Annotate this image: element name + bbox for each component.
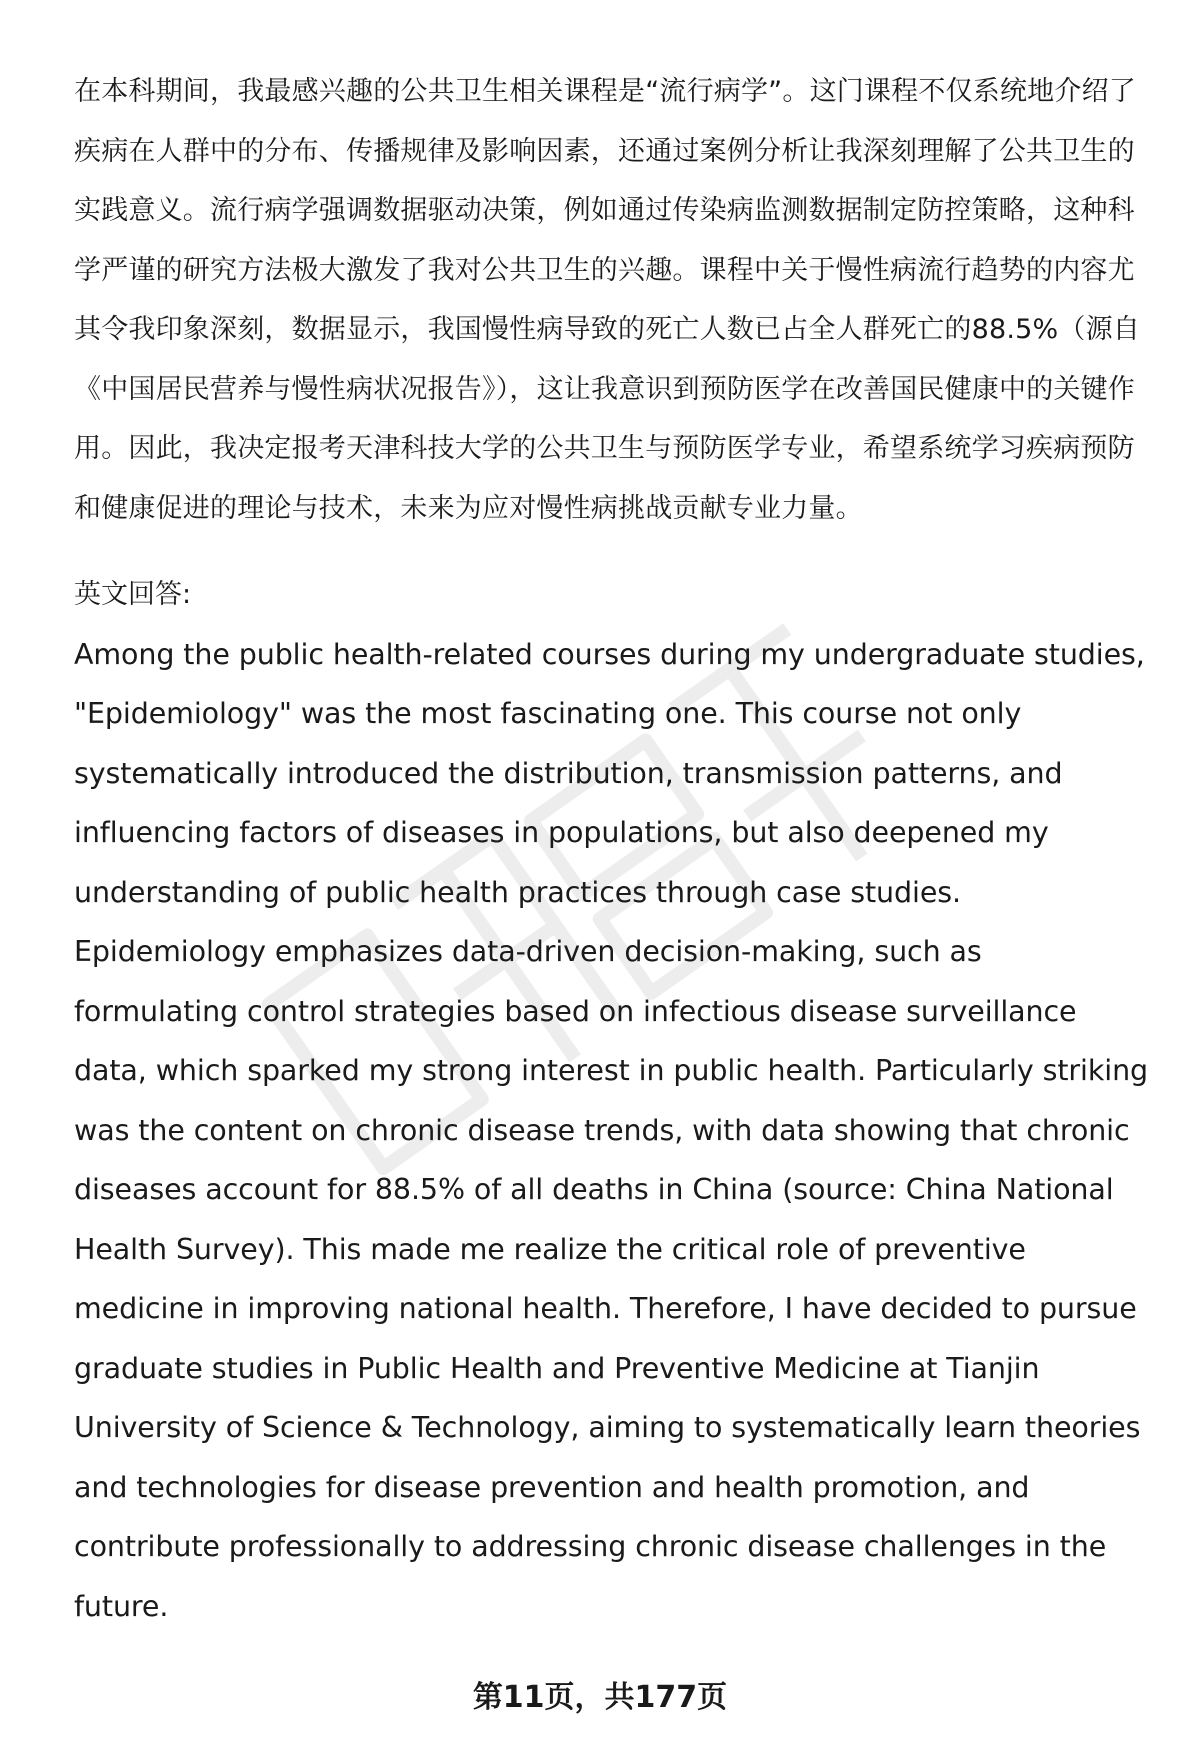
- document-body: [74, 62, 1154, 1636]
- page-number-footer: 第11页，共177页: [472, 1680, 728, 1715]
- chinese-answer-paragraph: 在本科期间，我最感兴趣的公共卫生相关课程是“流行病学”。这门课程不仅系统地介绍了疾病在人群中的分布、传播规律及影响因素，还通过案例分析让我深刻理解了公共卫生的实践意义。流行病学强调数据驱动决策，例如通过传染病监测数据制定防控策略，这种科学严谨的研究方法极大激发了我对公共卫生的兴趣。课程中关于慢性病流行趋势的内容尤其令我印象深刻，数据显示，我国慢性病导致的死亡人数已占全人群死亡的88.5%（源自《中国居民营养与慢性病状况报告》），这让我意识到预防医学在改善国民健康中的关键作用。因此，我决定报考天津科技大学的公共卫生与预防医学专业，希望系统学习疾病预防和健康促进的理论与技术，未来为应对慢性病挑战贡献专业力量。: [74, 76, 1140, 524]
- english-answer-label: 英文回答:: [74, 579, 192, 610]
- english-answer-paragraph: Among the public health-related courses during my undergraduate studies, "Epidemiology" was the most fascinating one. This course not only systematically introduced the distribution, transmission patterns, and influencing factors of diseases in populations, but also deepened my understanding of public health practices through case studies. Epidemiology emphasizes data-driven decision-making, such as formulating control strategies based on infectious disease surveillance data, which sparked my strong interest in public health. Particularly striking was the content on chronic disease trends, with data showing that chronic diseases account for 88.5% of all deaths in China (source: China National Health Survey). This made me realize the critical role of preventive medicine in improving national health. Therefore, I have decided to pursue graduate studies in Public Health and Preventive Medicine at Tianjin University of Science & Technology, aiming to systematically learn theories and technologies for disease prevention and health promotion, and contribute professionally to addressing chronic disease challenges in the future.: [74, 637, 1149, 1623]
